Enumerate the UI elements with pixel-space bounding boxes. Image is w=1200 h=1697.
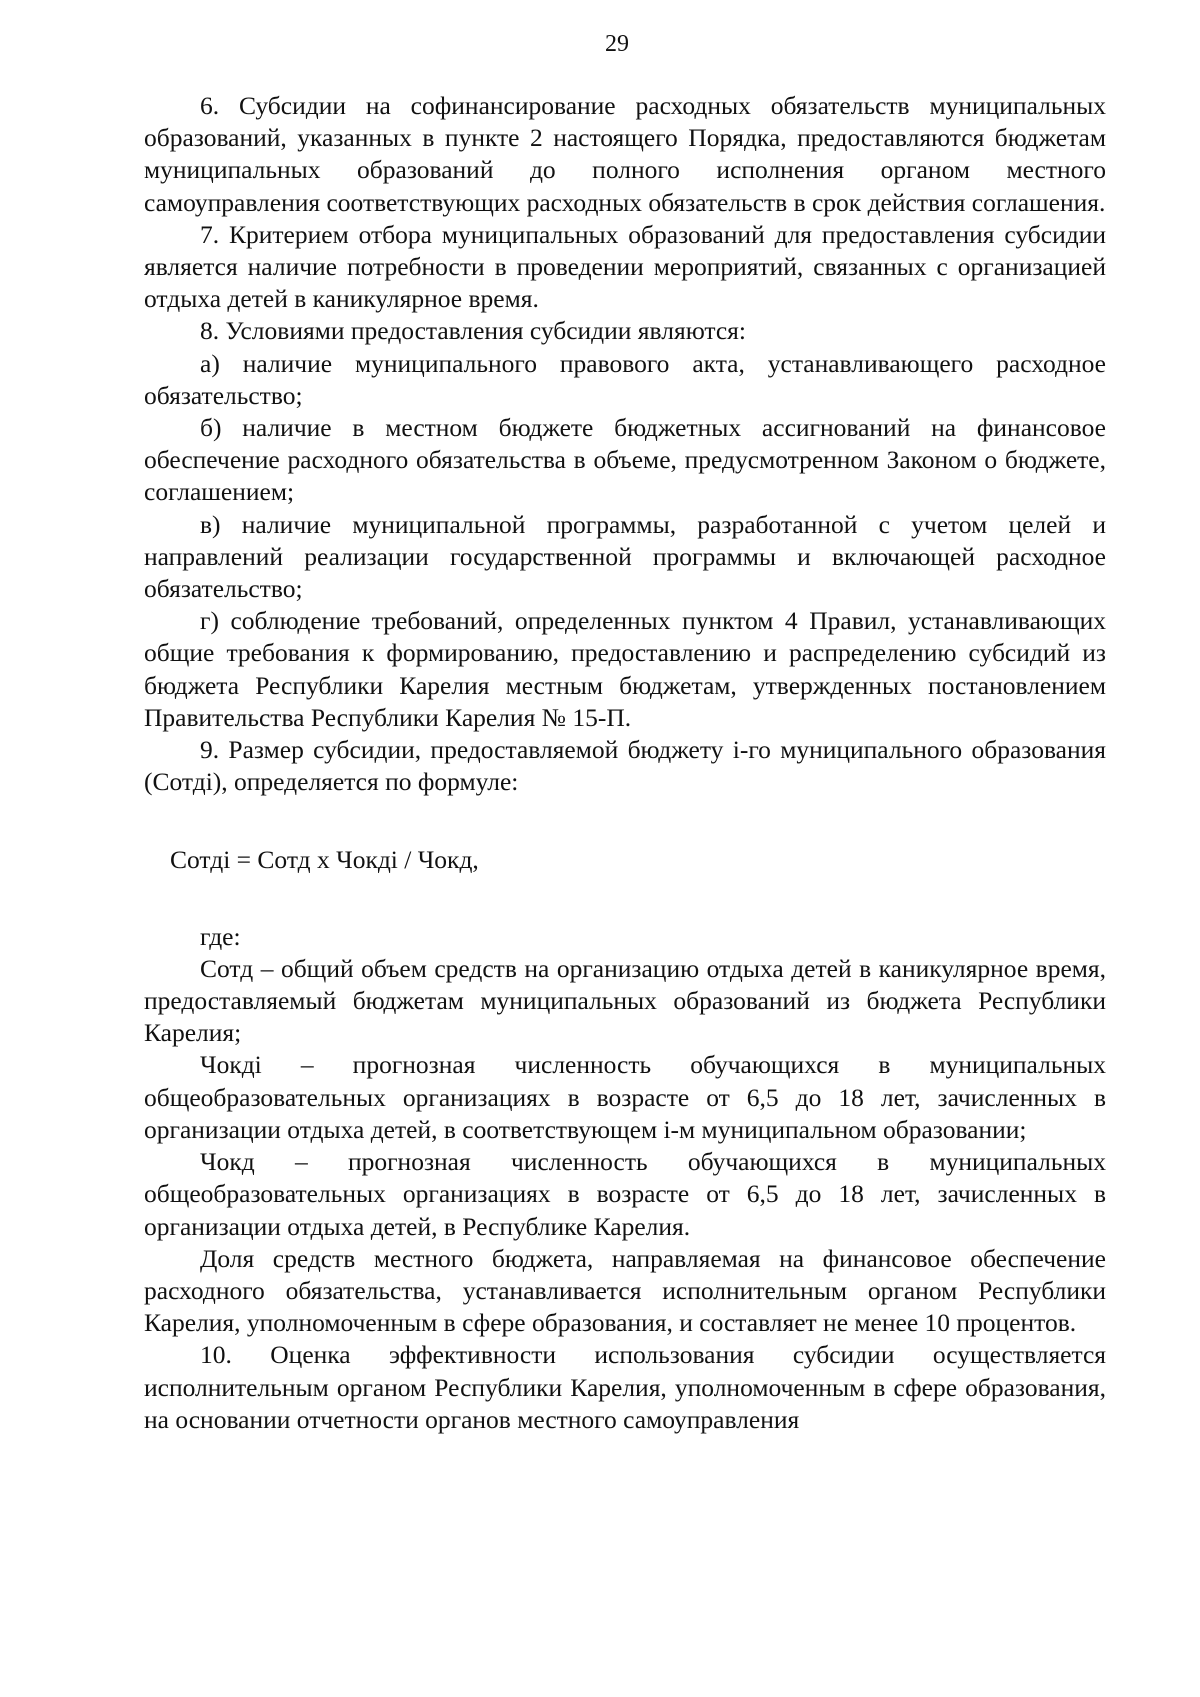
- page-number: 29: [605, 31, 629, 57]
- document-body: [144, 90, 1106, 1436]
- formula: Сотдi = Сотд х Чокдi / Чокд,: [170, 845, 479, 875]
- paragraph-8b: б) наличие в местном бюджете бюджетных ассигнований на финансовое обеспечение расходного обязательства в объеме, предусмотренном Законом о бюджете, соглашением;: [144, 413, 1106, 507]
- where-label: где:: [200, 921, 241, 951]
- paragraph-8: 8. Условиями предоставления субсидии являются:: [200, 316, 746, 346]
- paragraph-7: 7. Критерием отбора муниципальных образований для предоставления субсидии является наличие потребности в проведении мероприятий, связанных с организацией отдыха детей в каникулярное время.: [144, 219, 1106, 314]
- paragraph-10: 10. Оценка эффективности использования субсидии осуществляется исполнительным органом Республики Карелия, уполномоченным в сфере образования, на основании отчетности органов местного самоуправления: [144, 1340, 1106, 1434]
- definition-chokd: Чокд – прогнозная численность обучающихся в муниципальных общеобразовательных организациях в возрасте от 6,5 до 18 лет, зачисленных в организации отдыха детей, в Республике Карелия.: [144, 1147, 1106, 1241]
- paragraph-9: 9. Размер субсидии, предоставляемой бюджету i-го муниципального образования (Сотдi), определяется по формуле:: [144, 735, 1106, 797]
- definition-chokdi: Чокдi – прогнозная численность обучающихся в муниципальных общеобразовательных организациях в возрасте от 6,5 до 18 лет, зачисленных в организации отдыха детей, в соответствующем i-м муниципальном образовании;: [144, 1050, 1106, 1144]
- paragraph-8g: г) соблюдение требований, определенных пунктом 4 Правил, устанавливающих общие требования к формированию, предоставлению и распределению субсидий из бюджета Республики Карелия местным бюджетам, утвержденных постановлением Правительства Республики Карелия № 15-П.: [144, 606, 1106, 732]
- definition-sotd: Сотд – общий объем средств на организацию отдыха детей в каникулярное время, предоставляемый бюджетам муниципальных образований из бюджета Республики Карелия;: [144, 953, 1106, 1048]
- paragraph-8a: а) наличие муниципального правового акта, устанавливающего расходное обязательство;: [144, 348, 1106, 410]
- paragraph-local-budget-share: Доля средств местного бюджета, направляемая на финансовое обеспечение расходного обязательства, устанавливается исполнительным органом Республики Карелия, уполномоченным в сфере образования, и составляет не менее 10 процентов.: [144, 1243, 1106, 1338]
- paragraph-8v: в) наличие муниципальной программы, разработанной с учетом целей и направлений реализации государственной программы и включающей расходное обязательство;: [144, 509, 1106, 604]
- paragraph-6: 6. Субсидии на софинансирование расходных обязательств муниципальных образований, указанных в пункте 2 настоящего Порядка, предоставляются бюджетам муниципальных образований до полного исполнения органом местного самоуправления соответствующих расходных обязательств в срок действия соглашения.: [144, 91, 1106, 217]
